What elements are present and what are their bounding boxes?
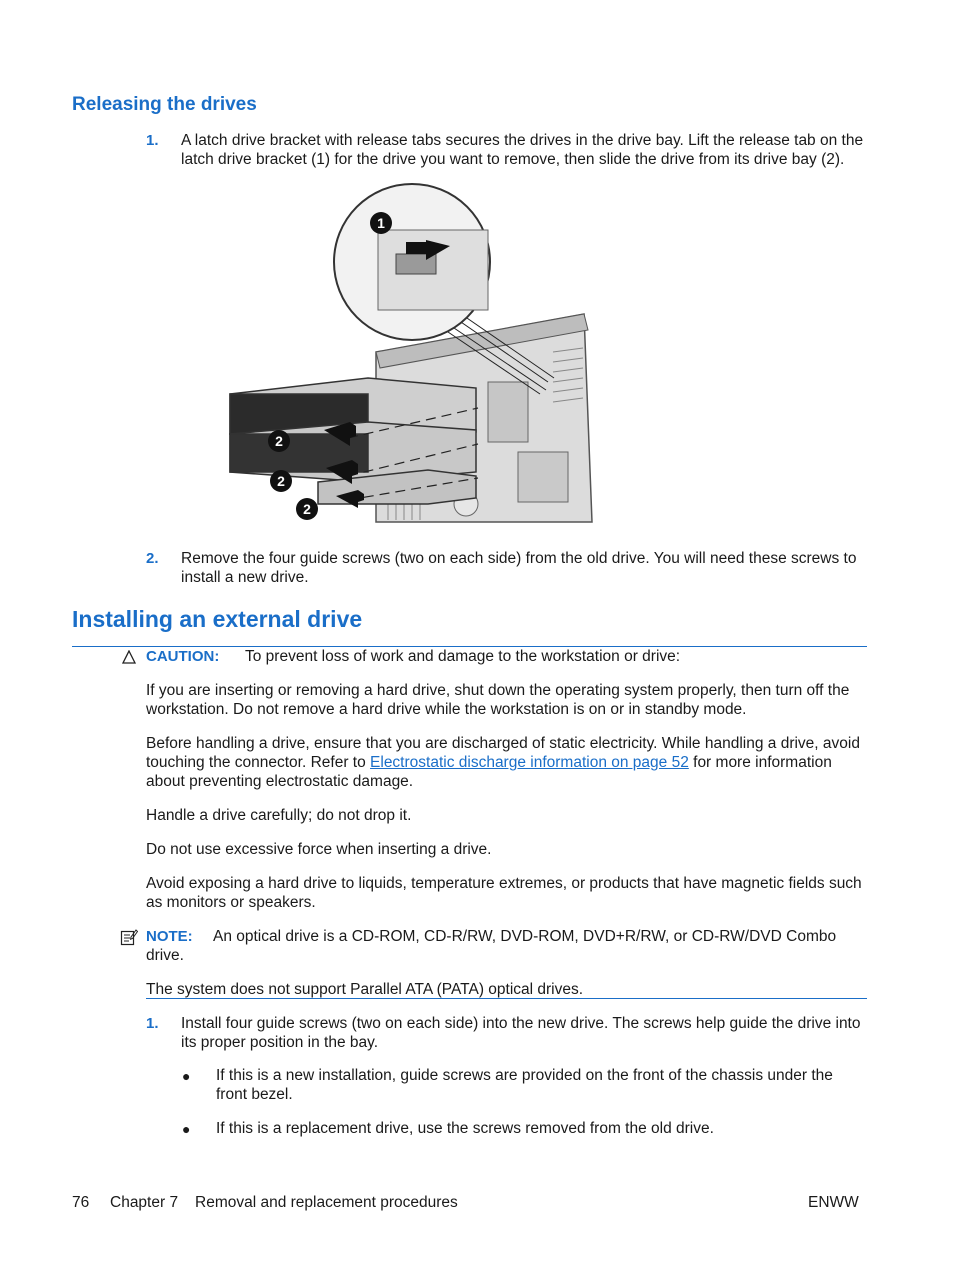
- bullet-dot-icon: ●: [182, 1121, 191, 1137]
- step-text: Remove the four guide screws (two on each side) from the old drive. You will need these screws to install a new drive.: [181, 550, 857, 586]
- callout-2-badge: 2: [268, 430, 290, 452]
- esd-text-before: Before handling a drive, ensure that you are discharged of static electricity. While handling a drive, avoid touching the connector. Refer to: [146, 735, 860, 771]
- caution-paragraph: Handle a drive carefully; do not drop it.: [146, 807, 412, 824]
- footer-chapter: Chapter 7: [110, 1194, 179, 1211]
- callout-2-badge: 2: [270, 470, 292, 492]
- step-text: Install four guide screws (two on each side) into the new drive. The screws help guide the drive into its proper position in the bay.: [181, 1015, 861, 1051]
- caution-triangle-icon: [122, 650, 136, 669]
- section-heading-installing-external-drive: Installing an external drive: [72, 606, 363, 632]
- note-label: NOTE:: [146, 928, 193, 945]
- callout-1-badge: 1: [370, 212, 392, 234]
- footer-code: ENWW: [808, 1194, 859, 1211]
- caution-paragraph: Do not use excessive force when inserting a drive.: [146, 841, 492, 858]
- caution-paragraph-esd: [146, 734, 868, 791]
- note-rule: [146, 998, 867, 999]
- callout-2-badge: 2: [296, 498, 318, 520]
- bullet-item: If this is a new installation, guide screws are provided on the front of the chassis under the front bezel.: [216, 1067, 833, 1103]
- caution-label: CAUTION:: [146, 648, 220, 665]
- step-number: 1.: [146, 132, 159, 149]
- esd-information-link[interactable]: Electrostatic discharge information on page 52: [370, 754, 689, 771]
- caution-paragraph: If you are inserting or removing a hard drive, shut down the operating system properly, then turn off the workstation. Do not remove a hard drive while the workstation is on or in standby mode.: [146, 682, 850, 718]
- note-text-pata: The system does not support Parallel ATA (PATA) optical drives.: [146, 981, 584, 998]
- step-number: 1.: [146, 1015, 159, 1032]
- step-text: A latch drive bracket with release tabs secures the drives in the drive bay. Lift the release tab on the latch drive bracket (1) for the drive you want to remove, then slide the drive from its drive bay (2).: [181, 132, 864, 168]
- bullet-dot-icon: ●: [182, 1068, 191, 1084]
- note-pencil-icon: [120, 928, 138, 951]
- footer-chapter-title: Removal and replacement procedures: [195, 1194, 458, 1211]
- bullet-item: If this is a replacement drive, use the screws removed from the old drive.: [216, 1120, 714, 1137]
- note-text: An optical drive is a CD-ROM, CD-R/RW, DVD-ROM, DVD+R/RW, or CD-RW/DVD Combo drive.: [146, 928, 837, 964]
- caution-text: To prevent loss of work and damage to the workstation or drive:: [245, 648, 681, 665]
- esd-text-after: for more information about preventing electrostatic damage.: [146, 754, 832, 790]
- step-number: 2.: [146, 550, 159, 567]
- section-heading-releasing-drives: Releasing the drives: [72, 94, 257, 115]
- caution-paragraph: Avoid exposing a hard drive to liquids, temperature extremes, or products that have magnetic fields such as monitors or speakers.: [146, 875, 862, 911]
- footer-page-number: 76: [72, 1194, 90, 1211]
